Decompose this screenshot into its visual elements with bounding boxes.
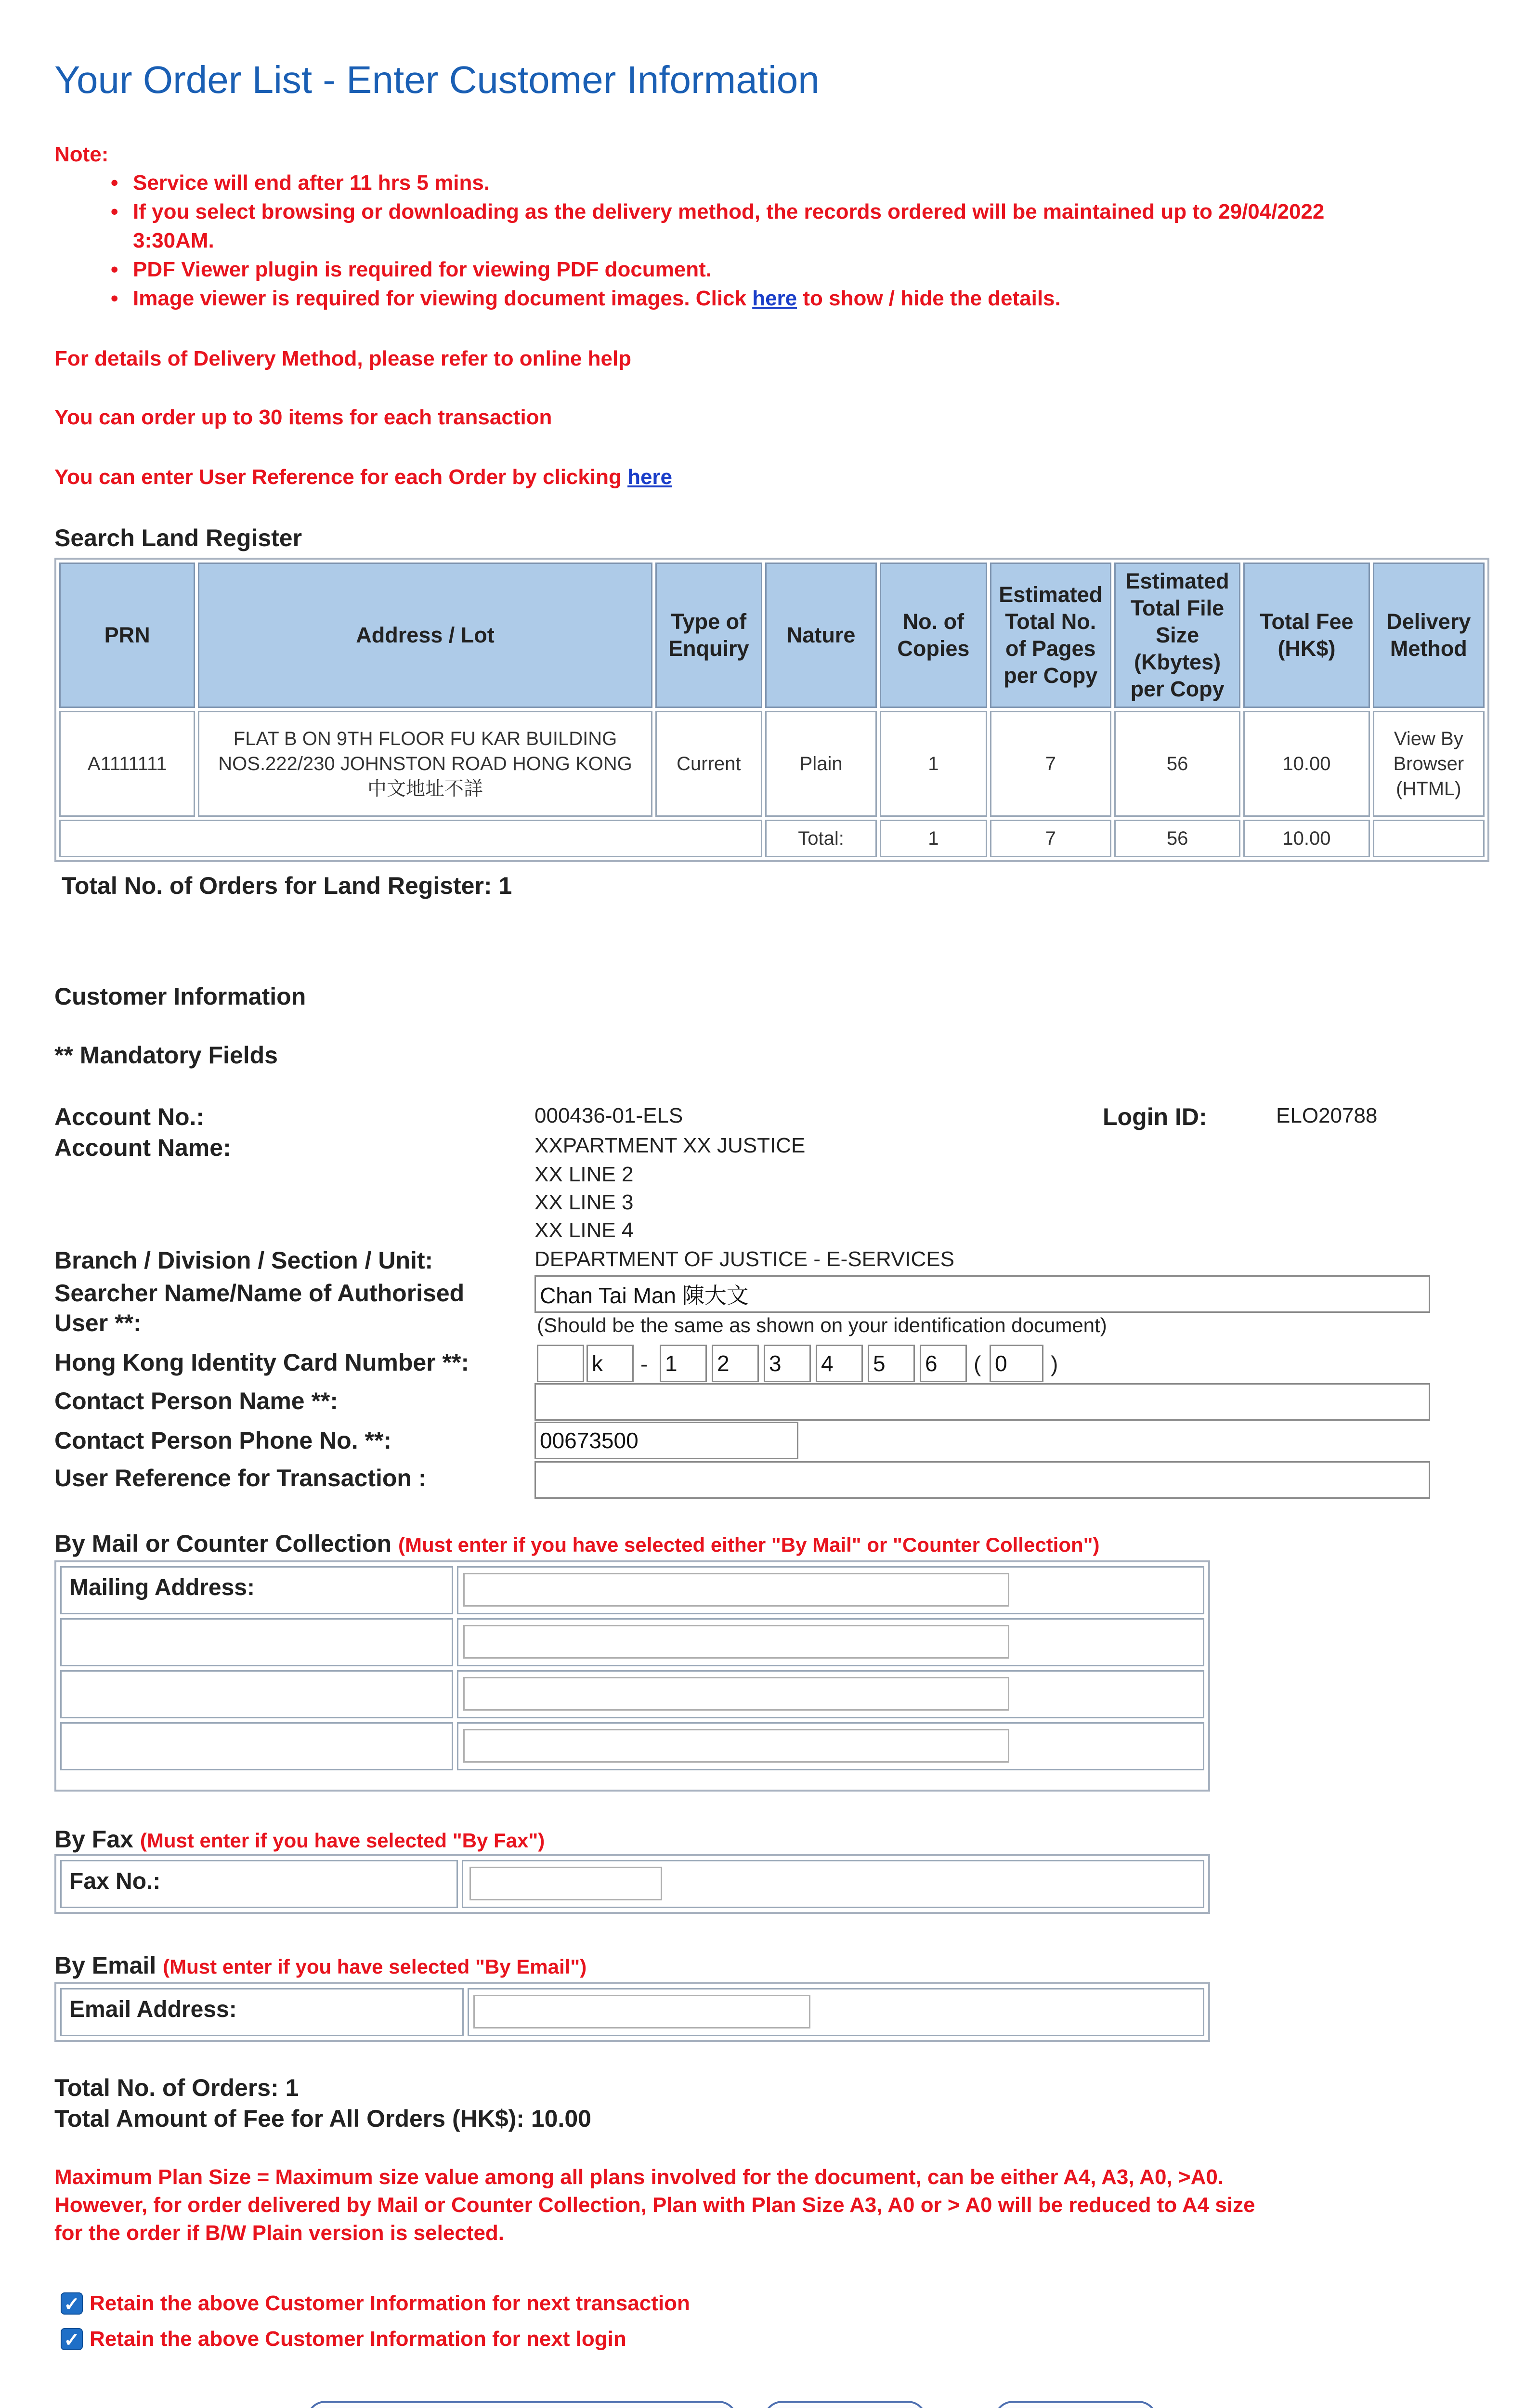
account-name-line-3: XX LINE 3 <box>534 1191 634 1214</box>
cell-fee: 10.00 <box>1243 711 1369 817</box>
contact-phone-input[interactable] <box>534 1422 798 1459</box>
cell-size: 56 <box>1114 711 1240 817</box>
mailing-address-line-1-input[interactable] <box>463 1573 1009 1607</box>
col-header-pages: Estimated Total No. of Pages per Copy <box>990 563 1111 708</box>
mailing-address-line-2-input[interactable] <box>463 1625 1009 1659</box>
table-row <box>59 711 1485 817</box>
col-header-fee: Total Fee (HK$) <box>1243 563 1369 708</box>
hkid-digit-2-input[interactable] <box>712 1345 759 1382</box>
cell-total-pages: 7 <box>990 820 1111 857</box>
fax-frame <box>54 1854 1210 1914</box>
address-text: FLAT B ON 9TH FLOOR FU KAR BUILDING NOS.222/230 JOHNSTON ROAD HONG KONG <box>218 728 632 774</box>
mail-section-title <box>54 1530 1100 1557</box>
hkid-label: Hong Kong Identity Card Number **: <box>54 1349 469 1376</box>
mailing-address-line-3-input[interactable] <box>463 1677 1009 1711</box>
back-to-order-list-button[interactable] <box>306 2401 738 2408</box>
contact-name-label: Contact Person Name **: <box>54 1387 339 1414</box>
user-ref-label: User Reference for Transaction : <box>54 1465 427 1492</box>
hkid-digit-4-input[interactable] <box>816 1345 863 1382</box>
cell-total-size: 56 <box>1114 820 1240 857</box>
cell-nature: Plain <box>765 711 877 817</box>
account-no-value: 000436-01-ELS <box>534 1104 683 1127</box>
mailing-address-line-4-input[interactable] <box>463 1729 1009 1763</box>
mail-title-text: By Mail or Counter Collection <box>54 1530 392 1557</box>
col-header-address: Address / Lot <box>198 563 652 708</box>
fax-title-text: By Fax <box>54 1826 133 1853</box>
hkid-digit-1-input[interactable] <box>660 1345 707 1382</box>
account-name-line-1: XXPARTMENT XX JUSTICE <box>534 1134 806 1157</box>
col-header-enquiry: Type of Enquiry <box>655 563 762 708</box>
cell-delivery: View By Browser (HTML) <box>1373 711 1485 817</box>
mailing-address-blank-label <box>60 1618 453 1666</box>
max-plan-note: Maximum Plan Size = Maximum size value among all plans involved for the document, can be either A4, A3, A0, >A0. However, for order delivered by Mail or Counter Collection, Plan with Plan Size A3, A0 or > A0 will be reduced to A4 size for the order if B/W Plain version is selected. <box>54 2165 1255 2245</box>
note-label: Note: <box>54 143 109 166</box>
mailing-address-frame <box>54 1560 1210 1792</box>
user-ref-input[interactable] <box>534 1461 1430 1499</box>
user-reference-label: You can enter User Reference for each Order by clicking <box>54 465 628 489</box>
mailing-address-label: Mailing Address: <box>60 1566 453 1614</box>
email-address-input[interactable] <box>473 1995 810 2028</box>
total-amount: Total Amount of Fee for All Orders (HK$): 10.00 <box>54 2105 591 2132</box>
contact-phone-label: Contact Person Phone No. **: <box>54 1427 392 1454</box>
order-limit-text: You can order up to 30 items for each transaction <box>54 406 552 429</box>
mandatory-fields-note: ** Mandatory Fields <box>54 1042 278 1069</box>
contact-name-input[interactable] <box>534 1383 1430 1421</box>
hkid-prefix-2-input[interactable] <box>587 1345 634 1382</box>
hkid-digit-5-input[interactable] <box>868 1345 915 1382</box>
cell-empty <box>59 820 762 857</box>
customer-info-title: Customer Information <box>54 983 306 1010</box>
searcher-name-label-2: User **: <box>54 1309 142 1336</box>
cell-copies: 1 <box>880 711 987 817</box>
land-register-table <box>54 558 1489 862</box>
hkid-check-digit-input[interactable] <box>990 1345 1043 1382</box>
table-header-row <box>59 563 1485 708</box>
account-name-label: Account Name: <box>54 1134 231 1161</box>
fax-number-input[interactable] <box>469 1867 662 1900</box>
retain-next-login-row <box>61 2327 626 2351</box>
land-register-title: Search Land Register <box>54 524 302 551</box>
retain-next-transaction-checkbox[interactable]: ✓ <box>61 2292 83 2315</box>
branch-label: Branch / Division / Section / Unit: <box>54 1247 433 1274</box>
page-title: Your Order List - Enter Customer Information <box>54 58 820 101</box>
user-reference-here-link[interactable]: here <box>627 465 673 489</box>
searcher-name-label: Searcher Name/Name of Authorised <box>54 1280 465 1307</box>
note-item <box>111 284 1411 313</box>
hkid-digit-3-input[interactable] <box>764 1345 811 1382</box>
user-reference-text <box>54 465 672 489</box>
cell-total-copies: 1 <box>880 820 987 857</box>
email-note: (Must enter if you have selected "By Email") <box>163 1955 587 1978</box>
login-id-value: ELO20788 <box>1276 1104 1378 1127</box>
note-list <box>111 169 1411 313</box>
hkid-open-paren: ( <box>974 1351 981 1376</box>
fax-section-title <box>54 1825 545 1853</box>
cell-enquiry: Current <box>655 711 762 817</box>
login-id-label: Login ID: <box>1103 1103 1207 1130</box>
cell-address <box>198 711 652 817</box>
retain-next-transaction-row <box>61 2291 690 2316</box>
note-text: Image viewer is required for viewing document images. Click <box>133 287 753 310</box>
fax-label: Fax No.: <box>60 1860 458 1908</box>
table-total-row <box>59 820 1485 857</box>
email-section-title <box>54 1951 587 1979</box>
clear-button[interactable] <box>994 2401 1158 2408</box>
hkid-dash: - <box>640 1351 648 1376</box>
branch-value: DEPARTMENT OF JUSTICE - E-SERVICES <box>534 1247 954 1271</box>
email-frame <box>54 1982 1210 2042</box>
fax-note: (Must enter if you have selected "By Fax") <box>140 1829 545 1852</box>
retain-next-transaction-label: Retain the above Customer Information for next transaction <box>90 2291 690 2315</box>
continue-button[interactable] <box>763 2401 927 2408</box>
cell-pages: 7 <box>990 711 1111 817</box>
col-header-size: Estimated Total File Size (Kbytes) per Copy <box>1114 563 1240 708</box>
cell-empty <box>1373 820 1485 857</box>
image-viewer-here-link[interactable]: here <box>752 287 797 310</box>
email-title-text: By Email <box>54 1952 156 1979</box>
mail-note: (Must enter if you have selected either "By Mail" or "Counter Collection") <box>398 1533 1100 1556</box>
mailing-address-blank-label <box>60 1670 453 1718</box>
account-no-label: Account No.: <box>54 1103 205 1130</box>
col-header-delivery: Delivery Method <box>1373 563 1485 708</box>
note-text: to show / hide the details. <box>797 287 1061 310</box>
mailing-address-blank-label <box>60 1722 453 1770</box>
cell-prn: A1111111 <box>59 711 195 817</box>
delivery-help-text: For details of Delivery Method, please refer to online help <box>54 347 632 370</box>
retain-next-login-label: Retain the above Customer Information for next login <box>90 2327 626 2351</box>
col-header-nature: Nature <box>765 563 877 708</box>
hkid-close-paren: ) <box>1051 1351 1058 1376</box>
total-orders: Total No. of Orders: 1 <box>54 2074 299 2101</box>
land-register-orders-count: Total No. of Orders for Land Register: 1 <box>62 872 512 899</box>
col-header-copies: No. of Copies <box>880 563 987 708</box>
searcher-name-hint: (Should be the same as shown on your identification document) <box>537 1314 1107 1336</box>
email-label: Email Address: <box>60 1988 464 2036</box>
cell-total-label: Total: <box>765 820 877 857</box>
retain-next-login-checkbox[interactable]: ✓ <box>61 2328 83 2350</box>
account-name-line-2: XX LINE 2 <box>534 1163 634 1186</box>
hkid-prefix-1-input[interactable] <box>537 1345 584 1382</box>
col-header-prn: PRN <box>59 563 195 708</box>
address-cn-text: 中文地址不詳 <box>367 778 483 799</box>
note-item: • PDF Viewer plugin is required for viewing PDF document. <box>111 255 1411 284</box>
account-name-line-4: XX LINE 4 <box>534 1218 634 1242</box>
cell-total-fee: 10.00 <box>1243 820 1369 857</box>
searcher-name-input[interactable] <box>534 1275 1430 1313</box>
note-item: • Service will end after 11 hrs 5 mins. <box>111 169 1411 197</box>
note-item: • If you select browsing or downloading as the delivery method, the records ordered will be maintained up to 29/04/2022 3:30AM. <box>111 197 1411 255</box>
hkid-digit-6-input[interactable] <box>920 1345 967 1382</box>
